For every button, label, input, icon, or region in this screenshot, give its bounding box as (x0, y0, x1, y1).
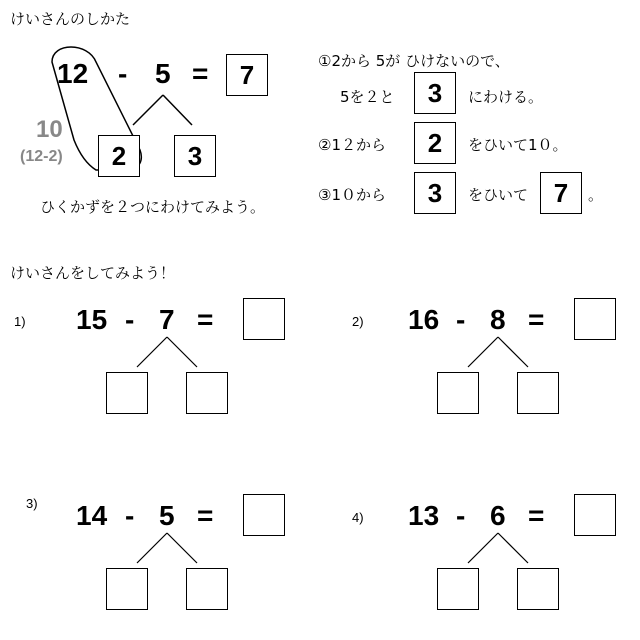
problem3-answer-box[interactable] (243, 494, 285, 536)
step1-text-c: にわける。 (468, 88, 544, 106)
p2-branch-left (468, 337, 498, 367)
problem4-label: 4) (352, 510, 364, 525)
step1-box: 3 (414, 72, 456, 114)
problem1-op: - (125, 304, 135, 335)
p4-branch-left (468, 533, 498, 563)
p1-branch-right (167, 337, 197, 367)
problem4-eq: = (528, 500, 545, 531)
step3-box: 3 (414, 172, 456, 214)
branch-left-line (133, 95, 163, 125)
problem1-label: 1) (14, 314, 26, 329)
problem4-b: 6 (490, 500, 506, 531)
step2-line (318, 134, 386, 155)
step2-text-c: をひいて1０。 (468, 136, 568, 154)
example-caption: ひくかずを２つにわけてみよう。 (40, 198, 266, 216)
problem3-split-right-box[interactable] (186, 568, 228, 610)
example-ten-note: (12-2) (20, 148, 63, 165)
step3-line (318, 184, 386, 205)
problem3-op: - (125, 500, 135, 531)
step3-text-d: 。 (588, 186, 604, 204)
problem2-split-left-box[interactable] (437, 372, 479, 414)
problem3-a: 14 (76, 500, 108, 531)
p3-branch-left (137, 533, 167, 563)
problem2-b: 8 (490, 304, 506, 335)
practice-title: けいさんをしてみよう！ (10, 264, 176, 282)
p4-branch-right (498, 533, 528, 563)
p3-branch-right (167, 533, 197, 563)
step1-marker: ① (318, 52, 332, 70)
step3-box2: 7 (540, 172, 582, 214)
problem1-answer-box[interactable] (243, 298, 285, 340)
step1-text-b: 5を２と (340, 88, 395, 106)
example-answer-box: 7 (226, 54, 268, 96)
example-minuend: 12 (57, 58, 89, 89)
step2-box: 2 (414, 122, 456, 164)
problem2-a: 16 (408, 304, 440, 335)
problem4-op: - (456, 500, 466, 531)
problem4-a: 13 (408, 500, 440, 531)
p1-branch-left (137, 337, 167, 367)
step3-text-c: をひいて (468, 186, 529, 204)
problem4-split-right-box[interactable] (517, 568, 559, 610)
problem3-split-left-box[interactable] (106, 568, 148, 610)
example-subtrahend: 5 (155, 58, 171, 89)
step2-text-a: 1２から (331, 136, 386, 154)
problem4-split-left-box[interactable] (437, 568, 479, 610)
step2-marker: ② (318, 136, 332, 154)
problem3-b: 5 (159, 500, 175, 531)
problem3-label: 3) (26, 496, 38, 511)
example-minus: - (118, 58, 128, 89)
problem4-answer-box[interactable] (574, 494, 616, 536)
problem2-op: - (456, 304, 466, 335)
step1-text-a: 2から 5が ひけないので、 (331, 52, 510, 70)
problem1-eq: = (197, 304, 214, 335)
problem1-split-right-box[interactable] (186, 372, 228, 414)
problem3-eq: = (197, 500, 214, 531)
problem2-split-right-box[interactable] (517, 372, 559, 414)
branch-right-line (163, 95, 192, 125)
problem2-answer-box[interactable] (574, 298, 616, 340)
problem1-b: 7 (159, 304, 175, 335)
step1-line-a (318, 50, 510, 71)
problem1-split-left-box[interactable] (106, 372, 148, 414)
step3-text-a: 1０から (331, 186, 386, 204)
example-split-left-box: 2 (98, 135, 140, 177)
example-split-right-box: 3 (174, 135, 216, 177)
example-equals: = (192, 58, 209, 89)
p2-branch-right (498, 337, 528, 367)
problem2-label: 2) (352, 314, 364, 329)
problem1-a: 15 (76, 304, 108, 335)
example-ten: 10 (36, 116, 63, 143)
step3-marker: ③ (318, 186, 332, 204)
problem2-eq: = (528, 304, 545, 335)
example-title: けいさんのしかた (10, 10, 131, 28)
